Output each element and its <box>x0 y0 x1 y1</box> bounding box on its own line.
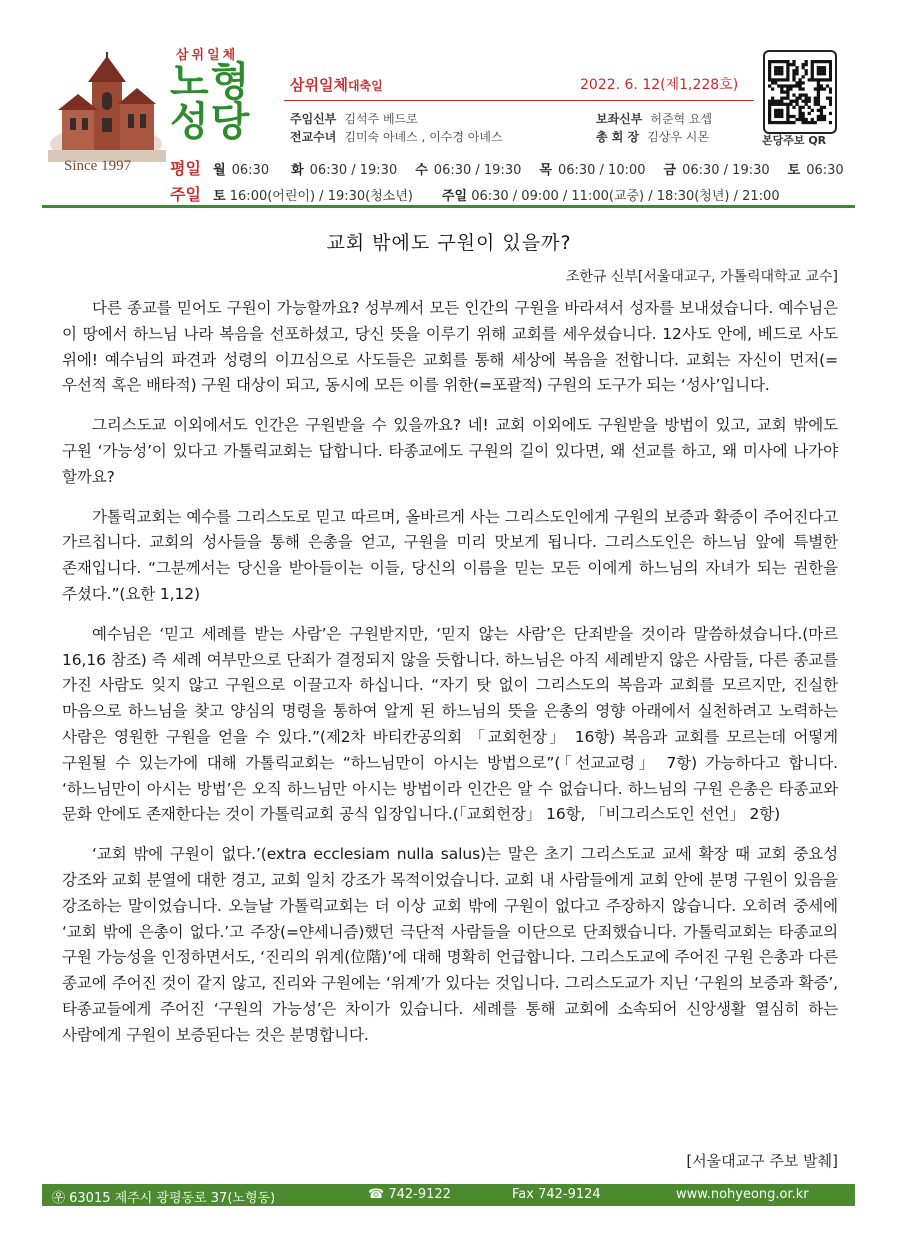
church-logo <box>48 40 168 180</box>
weekday-time: 06:30 / 10:00 <box>557 163 646 178</box>
weekday-day: 화 <box>291 163 304 178</box>
weekday-time: 06:30 / 19:30 <box>682 163 770 178</box>
header-divider <box>284 100 754 101</box>
staff-label: 총 회 장 <box>596 130 640 144</box>
staff-name: 김상우 시몬 <box>647 130 709 144</box>
staff-label: 보좌신부 <box>596 112 643 126</box>
staff-name: 김미숙 아녜스 , 이수경 아녜스 <box>344 130 503 144</box>
weekday-day: 목 <box>539 163 552 178</box>
footer-website[interactable]: www.nohyeong.or.kr <box>676 1187 809 1202</box>
parish-name-line2: 성당 <box>170 99 252 145</box>
footer-address: ㉾ 63015 제주시 광평동로 37(노형동) <box>52 1191 276 1206</box>
weekday-time: 06:30 / 19:30 <box>309 163 398 178</box>
weekday-day: 토 <box>787 163 801 178</box>
weekday-item <box>539 163 645 178</box>
parish-name <box>170 59 252 145</box>
saturday-times: 16:00(어린이) / 19:30(청소년) <box>229 189 413 204</box>
header-rule <box>42 205 855 208</box>
weekday-time: 06:30 / 19:30 <box>433 163 522 178</box>
since-year: Since 1997 <box>64 158 132 174</box>
article-paragraph: 그리스도교 이외에서도 인간은 구원받을 수 있을까요? 네! 교회 이외에도 구원받을 방법이 있고, 교회 밖에도 구원 ‘가능성’이 있다고 가톨릭교회는 답합니다. 타종교에도 구원의 길이 있다면, 왜 선교를 하고, 왜 미사에 나가야 할까요? <box>62 416 838 486</box>
article-body <box>62 296 838 1063</box>
weekday-day: 월 <box>213 163 226 178</box>
article-paragraph: 다른 종교를 믿어도 구원이 가능할까요? 성부께서 모든 인간의 구원을 바라셔서 성자를 보내셨습니다. 예수님은 이 땅에서 하느님 나라 복음을 선포하셨고, 당신 뜻을 이루기 위해 교회를 세우셨습니다. 12사도 안에, 베드로 사도 위에! 예수님의 파견과 성령의 이끄심으로 사도들은 교회를 통해 세상에 복음을 전합니다. 교회는 자신이 먼저(=우선적 혹은 배타적) 구원 대상이 되고, 동시에 모든 이를 위한(=포괄적) 구원의 도구가 되는 ‘성사’입니다. <box>62 299 838 395</box>
footer-fax: Fax 742-9124 <box>512 1187 601 1202</box>
weekday-item <box>664 163 770 178</box>
weekday-day: 수 <box>415 163 428 178</box>
staff-sisters <box>290 128 503 145</box>
feast-main: 삼위일체 <box>290 76 348 94</box>
weekday-times <box>213 163 862 178</box>
sunday-schedule <box>170 182 780 205</box>
article-paragraph: ‘교회 밖에 구원이 없다.’(extra ecclesiam nulla salus)는 말은 초기 그리스도교 교세 확장 때 교회 중요성 강조와 교회 분열에 대한 경고, 교회 일치 강조가 목적이었습니다. 교회 내 사람들에게 교회 안에 분명 구원이 있음을 강조하는 말이었습니다. 오늘날 가톨릭교회는 더 이상 교회 밖에 구원이 없다고 주장하지 않습니다. 오히려 중세에 ‘교회 밖에 은총이 없다.’고 주장(=얀세니즘)했던 극단적 사람들을 이단으로 단죄했습니다. 가톨릭교회는 타종교의 구원 가능성을 인정하면서도, ‘진리의 위계(位階)’에 대해 명확히 언급합니다. 그리스도교에 주어진 구원 은총과 다른 종교에 주어진 것이 같지 않고, 진리와 구원에는 ‘위계’가 있다는 것입니다. 그리스도교가 지닌 ‘구원의 보증과 확증’, 타종교들에게 주어진 ‘구원의 가능성’은 차이가 있습니다. 세례를 통해 교회에 소속되어 신앙생활 열심히 하는 사람에게 구원이 보증된다는 것은 분명합니다. <box>62 845 838 1044</box>
footer-bar <box>42 1184 855 1206</box>
weekday-item <box>213 163 269 178</box>
staff-label: 전교수녀 <box>290 130 337 144</box>
staff-assistant <box>596 110 712 127</box>
sunday-label: 주일 <box>170 185 201 204</box>
weekday-schedule <box>170 156 862 179</box>
feast-sub: 대축일 <box>347 79 383 93</box>
saturday-day: 토 <box>213 189 226 204</box>
church-building-icon <box>48 52 166 162</box>
weekday-item <box>788 163 844 178</box>
issue-date: 2022. 6. 12(제1,228호) <box>580 77 739 93</box>
brand-subtitle: 삼위일체 <box>176 48 239 63</box>
weekday-time: 06:30 <box>231 163 270 178</box>
parish-name-line1: 노형 <box>170 59 252 105</box>
article-paragraph: 가톨릭교회는 예수를 그리스도로 믿고 따르며, 올바르게 사는 그리스도인에게 구원의 보증과 확증이 주어진다고 가르칩니다. 교회의 성사들을 통해 은총을 얻고, 구원을 미리 맛보게 됩니다. 그리스도인은 하느님 앞에 특별한 존재입니다. “그분께서는 당신을 받아들이는 이들, 당신의 이름을 믿는 모든 이에게 하느님의 자녀가 되는 권한을 주셨다.”(요한 1,12) <box>62 507 838 603</box>
article-title: 교회 밖에도 구원이 있을까? <box>326 232 572 254</box>
feast-title <box>290 74 383 95</box>
weekday-label: 평일 <box>170 159 201 178</box>
qr-code-icon <box>768 55 832 129</box>
staff-name: 허준혁 요셉 <box>650 112 713 126</box>
staff-president <box>596 128 709 145</box>
staff-name: 김석주 베드로 <box>344 112 418 126</box>
staff-pastor <box>290 110 418 127</box>
weekday-item <box>415 163 521 178</box>
weekday-day: 금 <box>663 163 677 178</box>
sunday-times: 06:30 / 09:00 / 11:00(교중) / 18:30(청년) / 21:00 <box>471 189 780 204</box>
weekday-item <box>291 163 397 178</box>
qr-label: 본당주보 QR <box>762 134 827 147</box>
qr-code[interactable] <box>763 50 837 134</box>
sunday-day: 주일 <box>441 189 468 204</box>
staff-label: 주임신부 <box>290 112 337 126</box>
weekday-time: 06:30 <box>806 163 844 178</box>
footer-phone: ☎ 742-9122 <box>368 1187 451 1202</box>
article-source: [서울대교구 주보 발췌] <box>686 1152 838 1170</box>
article-paragraph: 예수님은 ‘믿고 세례를 받는 사람’은 구원받지만, ‘믿지 않는 사람’은 단죄받을 것이라 말씀하셨습니다.(마르 16,16 참조) 즉 세례 여부만으로 단죄가 결정되지 않을 듯합니다. 하느님은 아직 세례받지 않은 사람들, 다른 종교를 가진 사람도 잊지 않고 구원으로 이끌고자 하십니다. “자기 탓 없이 그리스도의 복음과 교회를 모르지만, 진실한 마음으로 하느님을 찾고 양심의 명령을 통하여 알게 된 하느님의 뜻을 은총의 영향 아래에서 실천하려고 노력하는 사람은 영원한 구원을 얻을 수 있다.”(제2차 바티칸공의회 「교회헌장」 16항) 복음과 교회를 모르는데 어떻게 구원될 수 있는가에 대해 가톨릭교회는 “하느님만이 아시는 방법으로”(「선교교령」 7항) 가능하다고 합니다. ‘하느님만이 아시는 방법’은 오직 하느님만 아시는 방법이라 인간은 알 수 없습니다. 하느님의 구원 은총은 타종교와 문화 안에도 존재한다는 것이 가톨릭교회 공식 입장입니다.(「교회헌장」 16항, 「비그리스도인 선언」 2항) <box>62 624 838 824</box>
article-author: 조한규 신부[서울대교구, 가톨릭대학교 교수] <box>565 269 838 285</box>
